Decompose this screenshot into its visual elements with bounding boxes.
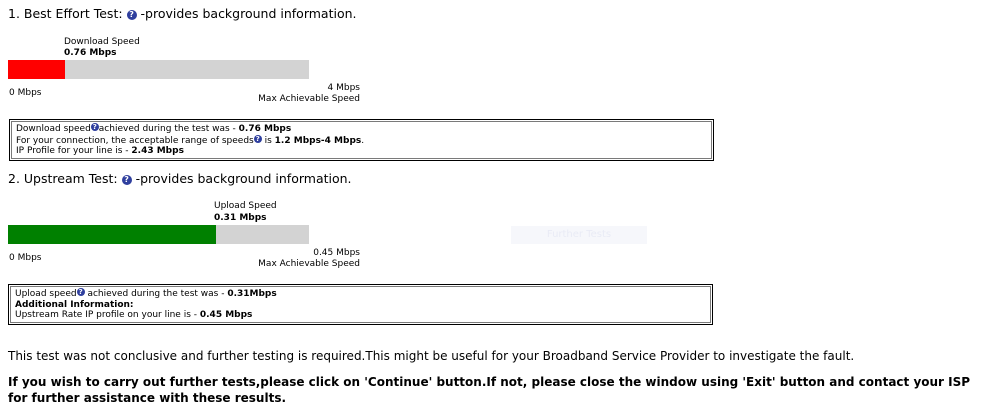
upload-speed-bar-fill (8, 225, 216, 244)
result-message: This test was not conclusive and further testing is required.This might be useful for your Broadband Service Provider to investigate the fault. (8, 349, 855, 363)
further-tests-button[interactable]: Further Tests (511, 226, 647, 244)
download-gauge-value: 0.76 Mbps (64, 48, 117, 58)
ip-profile-line: IP Profile for your line is - 2.43 Mbps (16, 146, 184, 156)
acceptable-range-line: For your connection, the acceptable range of speeds ? is 1.2 Mbps-4 Mbps. (16, 134, 365, 146)
download-detail-line: Download speed ? achieved during the test was - 0.76 Mbps (16, 123, 292, 134)
upload-gauge-value: 0.31 Mbps (214, 213, 267, 223)
question-circle-icon[interactable]: ? (127, 10, 137, 20)
best-effort-heading: 1. Best Effort Test: ? -provides background information. (8, 6, 357, 21)
question-circle-icon[interactable]: ? (255, 134, 260, 143)
download-min-label: 0 Mbps (9, 88, 42, 98)
instruction-message: If you wish to carry out further tests,please click on 'Continue' button.If not, please close the window using 'Exit' button and contact your ISP for further assistance with these results. (8, 375, 971, 405)
upload-max-label: 0.45 Mbps Max Achievable Speed (258, 248, 360, 269)
question-circle-icon[interactable]: ? (78, 288, 83, 296)
question-circle-icon[interactable]: ? (92, 123, 97, 131)
upstream-heading: 2. Upstream Test: ? -provides background information. (8, 171, 352, 186)
upload-speed-bar (8, 225, 309, 244)
download-gauge-label: Download Speed (64, 37, 140, 47)
download-speed-bar (8, 60, 309, 79)
upload-detail-line: Upload speed ? achieved during the test was - 0.31Mbps (15, 288, 277, 299)
upload-details-box (8, 284, 713, 325)
download-max-label: 4 Mbps Max Achievable Speed (258, 83, 360, 104)
upload-gauge-label: Upload Speed (214, 201, 277, 211)
question-circle-icon[interactable]: ? (122, 175, 132, 185)
upload-min-label: 0 Mbps (9, 253, 42, 263)
download-speed-bar-fill (8, 60, 65, 79)
upstream-ip-profile-line: Upstream Rate IP profile on your line is - 0.45 Mbps (15, 310, 253, 320)
additional-info-line: Additional Information: (15, 299, 134, 310)
download-details-box (9, 119, 714, 161)
